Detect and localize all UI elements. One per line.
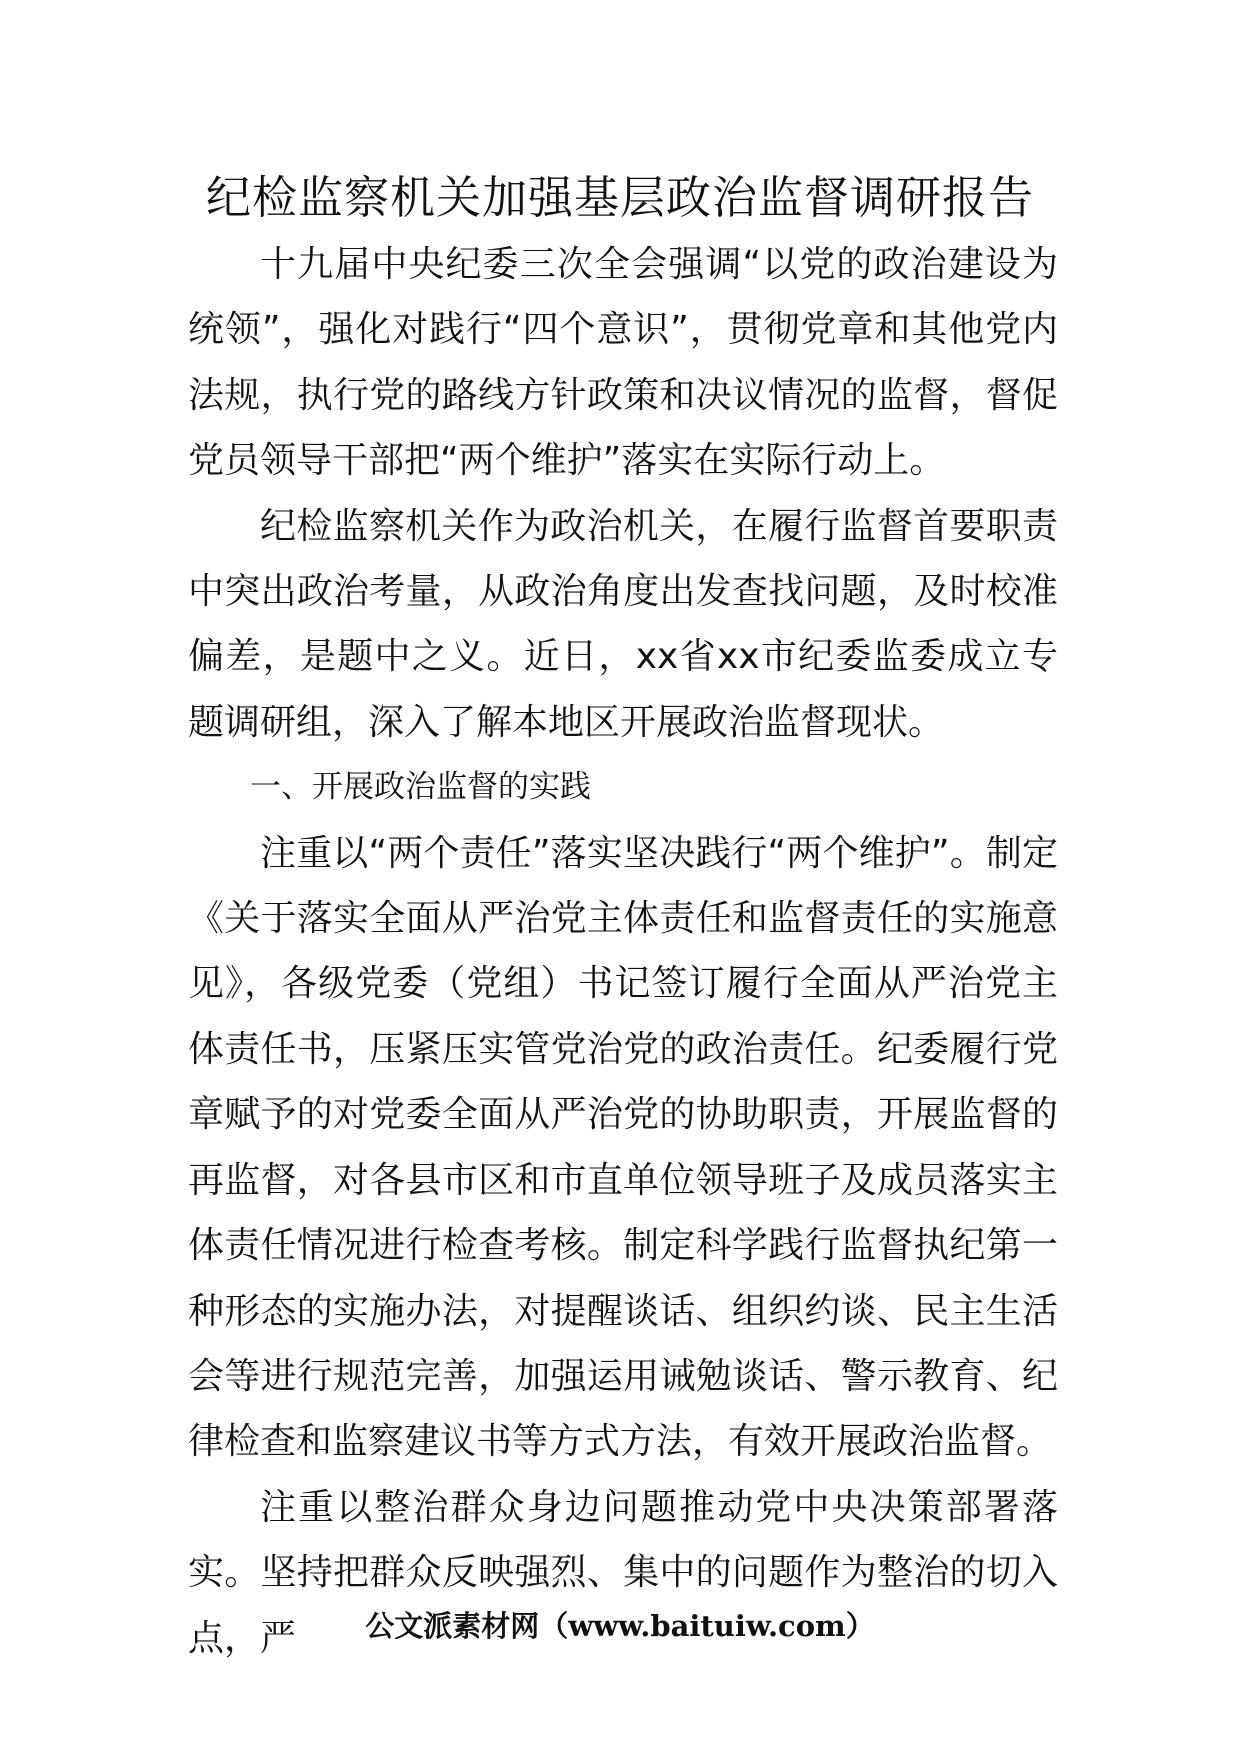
section-heading: 一、开展政治监督的实践 <box>250 769 591 806</box>
document-title: 纪检监察机关加强基层政治监督调研报告 <box>205 171 1034 224</box>
document-body <box>188 232 1058 1671</box>
paragraph-intro: 十九届中央纪委三次全会强调“以党的政治建设为统领”，强化对践行“四个意识”，贯彻党章和其他党内法规，执行党的路线方针政策和决议情况的监督，督促党员领导干部把“两个维护”落实在实际行动上。 <box>188 244 1058 482</box>
paragraph-two-responsibilities: 注重以“两个责任”落实坚决践行“两个维护”。制定《关于落实全面从严治党主体责任和监督责任的实施意见》，各级党委（党组）书记签订履行全面从严治党主体责任书，压紧压实管党治党的政治责任。纪委履行党章赋予的对党委全面从严治党的协助职责，开展监督的再监督，对各县市区和市直单位领导班子及成员落实主体责任情况进行检查考核。制定科学践行监督执纪第一种形态的实施办法，对提醒谈话、组织约谈、民主生活会等进行规范完善，加强运用诫勉谈话、警示教育、纪律检查和监察建议书等方式方法，有效开展政治监督。 <box>188 832 1058 1463</box>
footer-source: 公文派素材网（www.baituiw.com） <box>365 1609 875 1643</box>
paragraph-background: 纪检监察机关作为政治机关，在履行监督首要职责中突出政治考量，从政治角度出发查找问题，及时校准偏差，是题中之义。近日，xx省xx市纪委监委成立专题调研组，深入了解本地区开展政治监督现状。 <box>188 505 1058 743</box>
paragraph-mass-issues: 注重以整治群众身边问题推动党中央决策部署落实。坚持把群众反映强烈、集中的问题作为整治的切入点，严 <box>188 1486 1058 1659</box>
